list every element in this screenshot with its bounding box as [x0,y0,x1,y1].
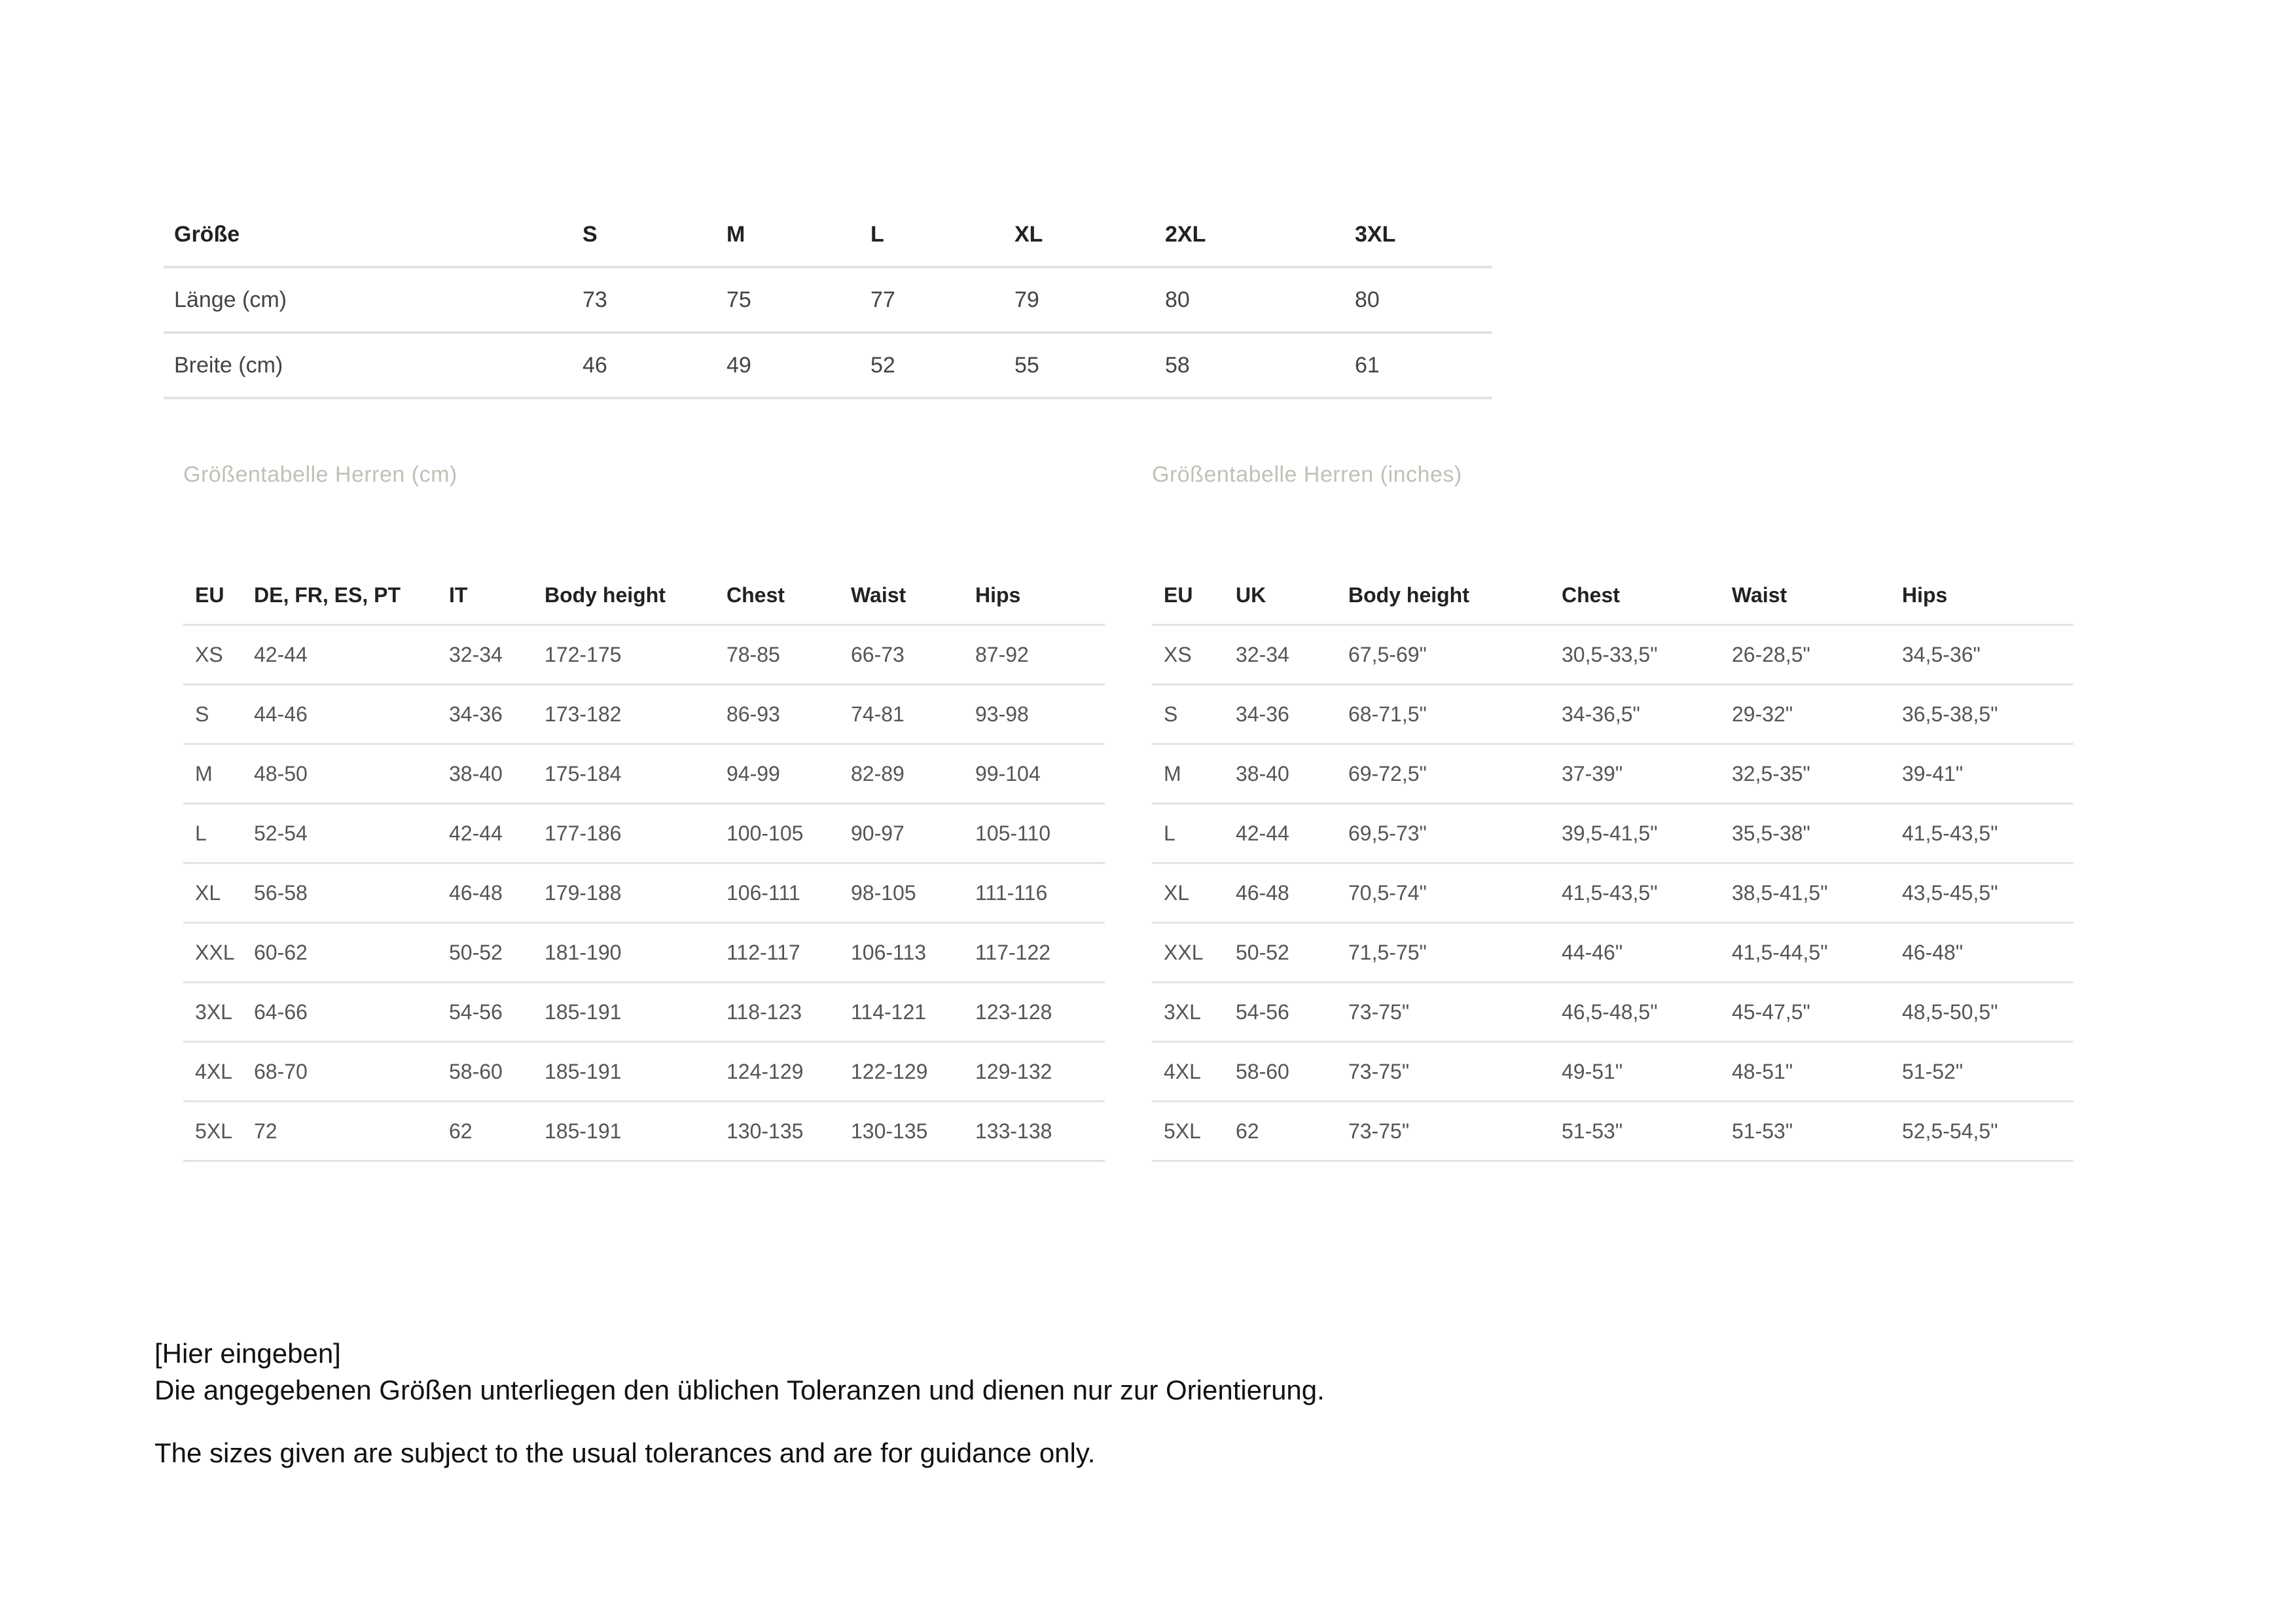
table-cell: 123-128 [975,983,1105,1042]
table-cell: XS [1152,625,1236,685]
table-cell: 39-41" [1902,744,2073,804]
header-cell: Body height [545,566,726,625]
table-cell: 41,5-43,5" [1902,804,2073,863]
table-cell: 32,5-35" [1732,744,1902,804]
table-cell: 179-188 [545,863,726,923]
table-cell: 58-60 [1236,1042,1348,1102]
table-cell: 111-116 [975,863,1105,923]
table-cell: 34-36,5" [1562,685,1732,744]
header-cell: Hips [975,566,1105,625]
table-cell: 118-123 [726,983,851,1042]
table-cell: 49-51" [1562,1042,1732,1102]
table-row [183,863,1105,923]
table-cell: 94-99 [726,744,851,804]
table-cell: 44-46" [1562,923,1732,983]
table-row [1152,863,2073,923]
table-cell: 181-190 [545,923,726,983]
garment-size-table [164,203,1492,399]
table-cell: 48-51" [1732,1042,1902,1102]
table-cell: 38-40 [1236,744,1348,804]
table-cell: 51-53" [1732,1102,1902,1161]
table-row [183,1102,1105,1161]
table-cell: 106-113 [851,923,975,983]
table-cell: 62 [1236,1102,1348,1161]
table-cell: 66-73 [851,625,975,685]
table-row [1152,1102,2073,1161]
header-cell: EU [1152,566,1236,625]
table-cell: 130-135 [726,1102,851,1161]
table-row [183,983,1105,1042]
header-cell: XL [1014,203,1165,267]
table-cell: 61 [1355,333,1492,398]
table-cell: 32-34 [1236,625,1348,685]
table-cell: 100-105 [726,804,851,863]
table-row [183,1042,1105,1102]
table-cell: 44-46 [254,685,449,744]
table-cell: 80 [1165,267,1355,333]
table-cell: 93-98 [975,685,1105,744]
table-cell: 48,5-50,5" [1902,983,2073,1042]
header-cell: Body height [1348,566,1562,625]
table-cell: 73-75" [1348,983,1562,1042]
table-cell: 69,5-73" [1348,804,1562,863]
table-cell: 29-32" [1732,685,1902,744]
table-cell: 122-129 [851,1042,975,1102]
table-cell: 48-50 [254,744,449,804]
table-cell: 99-104 [975,744,1105,804]
header-cell: S [583,203,726,267]
table-cell: S [1152,685,1236,744]
table-cell: 80 [1355,267,1492,333]
table-cell: 69-72,5" [1348,744,1562,804]
table-cell: 68-71,5" [1348,685,1562,744]
table-cell: 50-52 [1236,923,1348,983]
table-cell: 73-75" [1348,1042,1562,1102]
table-cell: 37-39" [1562,744,1732,804]
mens-size-table-cm [183,566,1105,1162]
table-row [183,625,1105,685]
table-cell: 38-40 [449,744,545,804]
table-cell: 117-122 [975,923,1105,983]
table-row [164,267,1492,333]
table-cell: 35,5-38" [1732,804,1902,863]
table-cell: Länge (cm) [164,267,583,333]
table-cell: 5XL [183,1102,254,1161]
table-header-row [1152,566,2073,625]
header-cell: EU [183,566,254,625]
header-cell: M [726,203,870,267]
table-header-row [183,566,1105,625]
table-header-row [164,203,1492,267]
table-row [1152,804,2073,863]
placeholder-text: [Hier eingeben] [154,1338,341,1369]
table-cell: XL [183,863,254,923]
table-cell: XXL [183,923,254,983]
table-cell: 34-36 [449,685,545,744]
header-cell: Chest [726,566,851,625]
header-cell: Hips [1902,566,2073,625]
table-cell: L [183,804,254,863]
table-cell: 112-117 [726,923,851,983]
table-cell: XXL [1152,923,1236,983]
mens-size-table-inches [1152,566,2073,1162]
table-cell: 62 [449,1102,545,1161]
table-cell: 60-62 [254,923,449,983]
tolerance-note-german: Die angegebenen Größen unterliegen den üblichen Toleranzen und dienen nur zur Orientierung. [154,1375,1325,1405]
table-cell: 74-81 [851,685,975,744]
header-cell: 2XL [1165,203,1355,267]
table-cell: 43,5-45,5" [1902,863,2073,923]
header-cell: L [870,203,1014,267]
table-cell: 38,5-41,5" [1732,863,1902,923]
table-cell: 185-191 [545,1042,726,1102]
table-cell: 5XL [1152,1102,1236,1161]
table-row [183,804,1105,863]
table-cell: 67,5-69" [1348,625,1562,685]
table-cell: 52,5-54,5" [1902,1102,2073,1161]
table-cell: 3XL [183,983,254,1042]
table-row [1152,625,2073,685]
table-cell: 129-132 [975,1042,1105,1102]
table-cell: 50-52 [449,923,545,983]
table-cell: 90-97 [851,804,975,863]
table-cell: 68-70 [254,1042,449,1102]
table-cell: 77 [870,267,1014,333]
table-cell: M [183,744,254,804]
table-cell: M [1152,744,1236,804]
table-cell: 173-182 [545,685,726,744]
table-cell: 51-52" [1902,1042,2073,1102]
table-cell: 51-53" [1562,1102,1732,1161]
cm-table-caption: Größentabelle Herren (cm) [183,462,457,487]
table-cell: 39,5-41,5" [1562,804,1732,863]
table-cell: 49 [726,333,870,398]
table-cell: 86-93 [726,685,851,744]
table-cell: 46-48" [1902,923,2073,983]
table-cell: 41,5-43,5" [1562,863,1732,923]
header-cell: IT [449,566,545,625]
table-cell: S [183,685,254,744]
table-cell: 46 [583,333,726,398]
table-row [1152,1042,2073,1102]
table-cell: 58-60 [449,1042,545,1102]
table-cell: XS [183,625,254,685]
table-cell: 42-44 [254,625,449,685]
table-cell: 98-105 [851,863,975,923]
table-cell: 185-191 [545,1102,726,1161]
table-cell: 46-48 [449,863,545,923]
table-row [183,685,1105,744]
header-cell: Größe [164,203,583,267]
table-cell: 175-184 [545,744,726,804]
table-cell: 46,5-48,5" [1562,983,1732,1042]
table-cell: 177-186 [545,804,726,863]
table-cell: 46-48 [1236,863,1348,923]
table-cell: 79 [1014,267,1165,333]
table-cell: 30,5-33,5" [1562,625,1732,685]
table-cell: 75 [726,267,870,333]
header-cell: Waist [1732,566,1902,625]
table-cell: 105-110 [975,804,1105,863]
table-cell: 133-138 [975,1102,1105,1161]
table-cell: 124-129 [726,1042,851,1102]
table-cell: 54-56 [449,983,545,1042]
table-cell: 58 [1165,333,1355,398]
table-cell: 52 [870,333,1014,398]
table-cell: 114-121 [851,983,975,1042]
table-cell: 78-85 [726,625,851,685]
table-cell: 32-34 [449,625,545,685]
header-cell: DE, FR, ES, PT [254,566,449,625]
table-cell: 4XL [183,1042,254,1102]
table-cell: 172-175 [545,625,726,685]
table-cell: 26-28,5" [1732,625,1902,685]
table-cell: 42-44 [1236,804,1348,863]
table-cell: 185-191 [545,983,726,1042]
table-cell: 52-54 [254,804,449,863]
table-row [1152,923,2073,983]
table-cell: 4XL [1152,1042,1236,1102]
table-cell: 64-66 [254,983,449,1042]
table-cell: 73-75" [1348,1102,1562,1161]
table-row [1152,983,2073,1042]
table-cell: 87-92 [975,625,1105,685]
table-cell: 36,5-38,5" [1902,685,2073,744]
table-cell: L [1152,804,1236,863]
inch-table-caption: Größentabelle Herren (inches) [1152,462,1462,487]
table-cell: 55 [1014,333,1165,398]
header-cell: 3XL [1355,203,1492,267]
table-cell: 106-111 [726,863,851,923]
table-cell: 34,5-36" [1902,625,2073,685]
header-cell: Chest [1562,566,1732,625]
table-cell: 54-56 [1236,983,1348,1042]
table-cell: 56-58 [254,863,449,923]
table-cell: 71,5-75" [1348,923,1562,983]
header-cell: UK [1236,566,1348,625]
table-cell: 82-89 [851,744,975,804]
table-row [183,744,1105,804]
table-cell: 70,5-74" [1348,863,1562,923]
table-row [183,923,1105,983]
table-cell: 34-36 [1236,685,1348,744]
table-cell: 3XL [1152,983,1236,1042]
table-row [1152,685,2073,744]
header-cell: Waist [851,566,975,625]
table-cell: 130-135 [851,1102,975,1161]
table-row [1152,744,2073,804]
table-cell: 73 [583,267,726,333]
table-cell: Breite (cm) [164,333,583,398]
table-cell: 72 [254,1102,449,1161]
table-cell: 41,5-44,5" [1732,923,1902,983]
table-row [164,333,1492,398]
table-cell: XL [1152,863,1236,923]
tolerance-note-english: The sizes given are subject to the usual tolerances and are for guidance only. [154,1437,1096,1468]
table-cell: 45-47,5" [1732,983,1902,1042]
table-cell: 42-44 [449,804,545,863]
notes-section [154,1335,1325,1471]
